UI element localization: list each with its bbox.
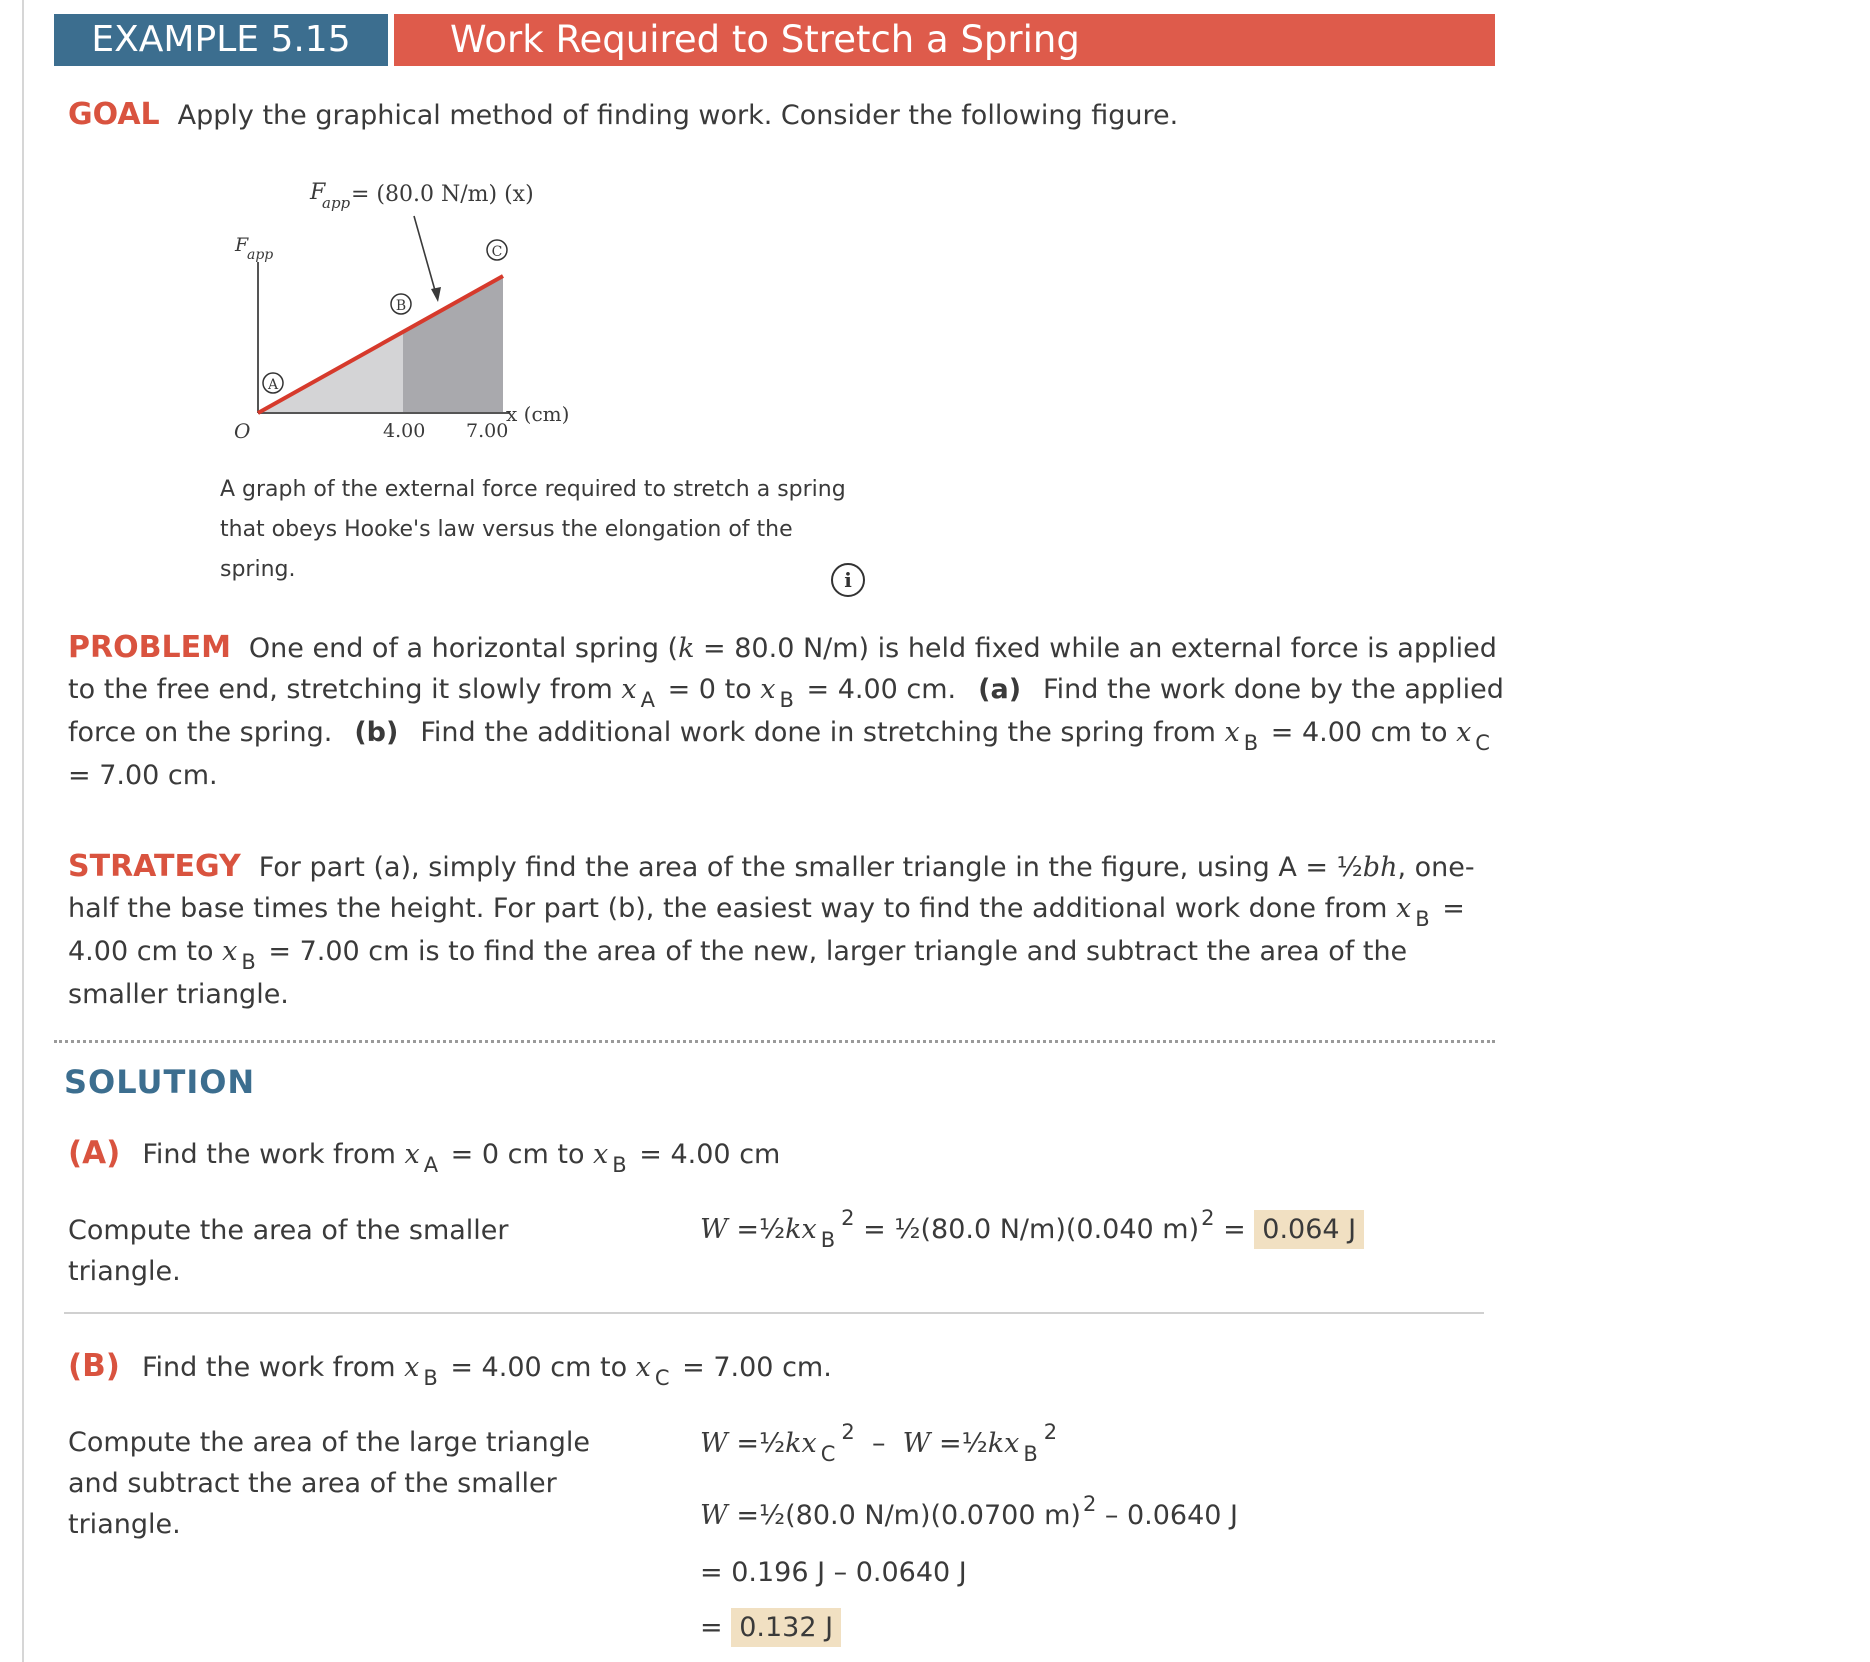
var-w: W <box>700 1428 728 1459</box>
var-bh: bh <box>1362 852 1398 883</box>
problem-label: PROBLEM <box>68 630 231 665</box>
answer-a: 0.064 J <box>1254 1210 1364 1249</box>
figure-caption: A graph of the external force required to stretch a spring that obeys Hooke's law versus the elongation of the spring. <box>220 477 846 582</box>
var-kx: kx <box>785 1214 817 1245</box>
strategy-label: STRATEGY <box>68 849 241 884</box>
problem-paragraph <box>68 627 1508 796</box>
part-b-equation-2 <box>700 1492 1238 1531</box>
eq-minus: – <box>854 1428 903 1459</box>
strategy-text-3: = 4.00 cm to <box>68 893 1465 967</box>
var-kx: kx <box>987 1428 1020 1459</box>
part-b-heading <box>68 1346 832 1390</box>
strategy-text-2: , one-half the base times the height. For part (b), the easiest way to find the additional work done from <box>68 852 1475 924</box>
problem-text-7: = 4.00 cm to <box>1262 717 1457 748</box>
strategy-paragraph <box>68 846 1508 1015</box>
part-a-text-3: = 4.00 cm <box>630 1139 781 1170</box>
goal-paragraph <box>68 94 1178 136</box>
var-k: k <box>678 633 695 664</box>
var-x: x <box>1456 717 1472 748</box>
sub-b: B <box>820 1228 836 1252</box>
strategy-text-1: For part (a), simply find the area of the smaller triangle in the figure, using A = ½ <box>258 852 1363 883</box>
sup-2: 2 <box>841 1420 855 1444</box>
sub-b: B <box>1023 1442 1038 1466</box>
part-b-text-2: = 4.00 cm to <box>441 1352 636 1383</box>
sub-b: B <box>1415 907 1430 931</box>
problem-text-8: = 7.00 cm. <box>68 760 218 791</box>
point-a-label: A <box>267 377 279 393</box>
sup-2: 2 <box>841 1206 855 1230</box>
info-icon[interactable]: i <box>831 563 865 597</box>
eq-tail: – 0.0640 J <box>1096 1500 1238 1531</box>
var-x: x <box>404 1352 420 1383</box>
sub-c: C <box>654 1366 670 1390</box>
part-a-description: Compute the area of the smaller triangle. <box>68 1215 509 1287</box>
part-b-text-3: = 7.00 cm. <box>673 1352 832 1383</box>
part-a-equation <box>700 1206 1364 1252</box>
var-w: W <box>700 1214 728 1245</box>
large-area-band <box>403 276 503 413</box>
part-a-heading <box>68 1133 780 1177</box>
origin-label: O <box>234 419 251 443</box>
part-b-text-1: Find the work from <box>141 1352 405 1383</box>
sub-b: B <box>612 1153 627 1177</box>
problem-text-1: One end of a horizontal spring ( <box>248 633 679 664</box>
eq-half: =½ <box>727 1214 786 1245</box>
dotted-divider <box>54 1040 1495 1043</box>
var-x: x <box>593 1139 609 1170</box>
tick-label-4: 4.00 <box>383 420 426 442</box>
y-label-f: F <box>235 234 249 256</box>
problem-text-4: = 4.00 cm. <box>797 674 957 705</box>
sub-c: C <box>820 1442 836 1466</box>
strategy-text-4: = 7.00 cm is to find the area of the new, larger triangle and subtract the area of the smaller triangle. <box>68 936 1408 1010</box>
sup-2: 2 <box>1201 1206 1215 1230</box>
var-x: x <box>1396 893 1412 924</box>
eq-rest: = ½(80.0 N/m)(0.040 m) <box>854 1214 1200 1245</box>
part-a-label: (A) <box>68 1135 121 1171</box>
part-a-text-2: = 0 cm to <box>442 1139 594 1170</box>
part-b-equation-4 <box>700 1612 841 1643</box>
point-c-label: C <box>491 244 503 260</box>
var-x: x <box>1224 717 1240 748</box>
problem-text-6: Find the additional work done in stretching the spring from <box>420 717 1225 748</box>
var-kx: kx <box>785 1428 817 1459</box>
solution-heading: SOLUTION <box>64 1063 256 1101</box>
top-label-eq: = (80.0 N/m) (x) <box>351 182 534 207</box>
pointer-arrowhead <box>431 287 441 302</box>
goal-label: GOAL <box>68 97 160 132</box>
problem-text-2: = 80.0 N/m) is held fixed while an external force is applied to the free end, stretching it slowly from <box>68 633 1497 705</box>
part-b-marker: (b) <box>354 717 399 748</box>
problem-text-3: = 0 to <box>659 674 761 705</box>
sub-c: C <box>1475 731 1490 755</box>
part-a-text-1: Find the work from <box>142 1139 405 1170</box>
sub-a: A <box>423 1153 439 1177</box>
eq-half: =½ <box>930 1428 988 1459</box>
sub-b: B <box>779 688 794 712</box>
tick-label-7: 7.00 <box>466 420 509 442</box>
sub-b: B <box>241 950 256 974</box>
eq-half: =½ <box>727 1428 786 1459</box>
part-b-equation-3: = 0.196 J – 0.0640 J <box>700 1557 967 1588</box>
x-axis-label: x (cm) <box>506 402 570 426</box>
eq-rest: =½(80.0 N/m)(0.0700 m) <box>727 1500 1081 1531</box>
top-label-f: F <box>310 180 326 205</box>
sub-a: A <box>640 688 656 712</box>
example-number: EXAMPLE 5.15 <box>54 14 388 66</box>
eq-equals: = <box>1214 1214 1255 1245</box>
answer-b: 0.132 J <box>731 1608 841 1647</box>
part-a-marker: (a) <box>978 674 1022 705</box>
left-rule <box>22 0 24 1662</box>
var-w: W <box>700 1500 728 1531</box>
eq-equals: = <box>700 1612 732 1643</box>
var-x: x <box>760 674 776 705</box>
part-b-equation-1 <box>700 1420 1058 1466</box>
part-b-label: (B) <box>68 1348 120 1384</box>
part-b-description: Compute the area of the large triangle and subtract the area of the smaller triangle. <box>68 1427 590 1540</box>
y-label-sub: app <box>247 247 274 263</box>
goal-text: Apply the graphical method of finding work. Consider the following figure. <box>177 100 1179 131</box>
var-x: x <box>635 1352 651 1383</box>
sub-b: B <box>1243 731 1259 755</box>
example-title: Work Required to Stretch a Spring <box>394 14 1495 66</box>
var-x: x <box>404 1139 420 1170</box>
var-x: x <box>621 674 637 705</box>
point-b-label: B <box>395 298 407 314</box>
sup-2: 2 <box>1082 1492 1097 1516</box>
part-divider <box>64 1312 1484 1314</box>
pointer-arrow <box>414 216 436 294</box>
top-label-f-sub: app <box>322 194 351 212</box>
force-graph <box>220 170 620 460</box>
var-w: W <box>902 1428 931 1459</box>
sup-2: 2 <box>1043 1420 1058 1444</box>
sub-b: B <box>423 1366 438 1390</box>
problem-text-5: Find the work done by the applied force on the spring. <box>68 674 1504 748</box>
var-x: x <box>222 936 238 967</box>
